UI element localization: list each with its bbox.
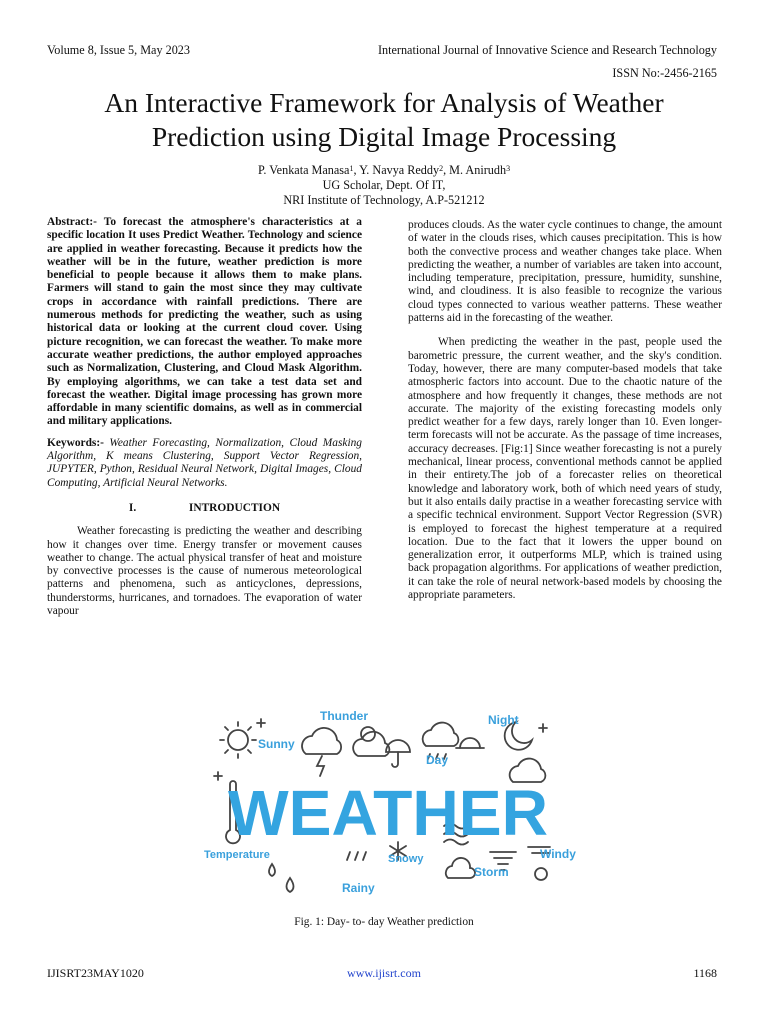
sunrise-icon [456, 738, 484, 748]
affiliation-2: NRI Institute of Technology, A.P-521212 [283, 193, 485, 207]
author-1-sup: 1 [349, 164, 354, 173]
label-snowy: Snowy [388, 853, 424, 865]
author-3: , M. Anirudh [443, 163, 507, 177]
label-day: Day [426, 753, 449, 767]
section-title: INTRODUCTION [188, 501, 281, 514]
footer-page-number: 1168 [693, 966, 717, 980]
label-night: Night [488, 713, 519, 727]
keywords-text: Weather Forecasting, Normalization, Cloud Masking Algorithm, K means Clustering, Support Vector Regression, JUPYTER, Python, Residual Neural Network, Digital Images, Cloud Computing, Artificial Neural Networks. [47, 436, 362, 489]
footer-id: IJISRT23MAY1020 [47, 966, 144, 980]
right-column [408, 219, 722, 602]
right-paragraph-1: produces clouds. As the water cycle continues to change, the amount of water in the clouds rises, which causes precipitation. This is how both the convective process and weather changes take place. When predicting the weather, a number of variables are taken into account, including temperature, precipitation, pressure, humidity, sunshine, wind, and cloudiness. It is also feasible to recognize the various cloud types connected to various weather patterns. These weather patterns aid in the forecasting of the weather. [408, 219, 722, 325]
author-2: , Y. Navya Reddy [353, 163, 440, 177]
weather-illustration [198, 702, 576, 900]
footer-url[interactable]: www.ijisrt.com [347, 966, 421, 980]
author-names [0, 163, 768, 178]
label-windy: Windy [540, 847, 576, 861]
header-journal: International Journal of Innovative Science and Research Technology [377, 43, 717, 57]
header-issn: ISSN No:-2456-2165 [612, 66, 717, 80]
title-line-2: Prediction using Digital Image Processing [151, 121, 617, 152]
raindrop-icon [269, 864, 294, 892]
author-2-sup: 2 [439, 164, 444, 173]
header-volume: Volume 8, Issue 5, May 2023 [47, 43, 190, 57]
author-block [0, 163, 768, 208]
figure-caption: Fig. 1: Day- to- day Weather prediction [294, 916, 474, 928]
intro-paragraph-1: Weather forecasting is predicting the weather and describing how it changes over time. Energy transfer or movement causes weather to change. The actual physical transfer of heat and moisture by convective processes is the cause of numerous meteorological patterns and phenomena, such as anticyclones, depressions, thunderstorms, hurricanes, and tornadoes. The evaporation of water vapour [47, 525, 362, 618]
cloud-sun-icon [353, 727, 389, 756]
label-thunder: Thunder [320, 709, 368, 723]
thunder-icon [302, 728, 341, 776]
affiliation-1: UG Scholar, Dept. Of IT, [322, 178, 446, 192]
author-1: P. Venkata Manasa [257, 163, 350, 177]
label-sunny: Sunny [258, 737, 295, 751]
umbrella-icon [386, 740, 410, 767]
keywords [47, 437, 362, 490]
label-temperature: Temperature [204, 849, 270, 861]
right-paragraph-2: When predicting the weather in the past, people used the barometric pressure, the current weather, and the sky's condition. Today, however, there are many computer-based models that take atmospheric factors into account. Due to the chaotic nature of the atmosphere and how frequently it changes, these methods are not accurate. The majority of the existing forecasting models only predict weather for a few days, rarely longer than 10. Even longer-term forecasts will not be accurate. As the passage of time increases, accuracy decreases. [Fig:1] Since weather forecasting is not a purely mechanical, linear process, conventional methods cannot be applied in their entirety.The job of a forecaster relies on theoretical knowledge and laboratory work, both of which need years of study, but it also entails daily practise in a weather forecasting service with a specific technical environment. Support Vector Regression (SVR) is employed to forecast the highest temperature at a required location. Due to the fact that it lowers the upper bound on generalization error, it outperforms MLP, which is trained using back propagation algorithms. For applications of weather prediction, it can take the role of neural network-based models by choosing the appropriate parameters. [408, 336, 722, 602]
abstract: Abstract:- To forecast the atmosphere's characteristics at a specific location It uses Predict Weather. Technology and science are applied in weather forecasting. Because it predicts how the weather will be in the future, weather prediction is more beneficial to people because it allows them to make plans. Farmers will stand to gain the most since they may cultivate crops in accordance with rainfall predictions. There are numerous methods for predicting the weather, such as using historical data or looking at the current cloud cover. Using picture recognition, we can forecast the weather. To make more accurate weather predictions, the author employed approaches such as Normalization, Clustering, and Cloud Mask Algorithm. By employing algorithms, we can take a test data set and forecast the weather. Digital image processing has grown more affordable in many scientific domains, as well as in commercial and military applications. [47, 216, 362, 428]
paper-title [30, 86, 738, 154]
keywords-label: Keywords:- [47, 436, 104, 449]
title-line-1: An Interactive Framework for Analysis of Weather [104, 87, 664, 118]
author-3-sup: 3 [506, 164, 511, 173]
small-sun-icon [535, 868, 547, 880]
weather-word: WEATHER [228, 777, 548, 849]
label-storm: Storm [474, 865, 509, 879]
weather-figure [198, 702, 576, 900]
section-heading [47, 502, 362, 515]
section-number: I. [128, 501, 137, 514]
left-column [47, 216, 362, 618]
label-rainy: Rainy [342, 881, 375, 895]
sun-icon [220, 722, 256, 758]
